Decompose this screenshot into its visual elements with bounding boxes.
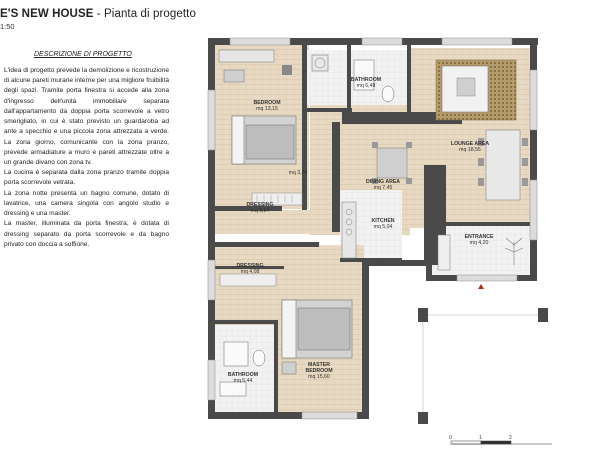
description-paragraph: L'idea di progetto prevede la demolizione e ricostruzione di alcune pareti murarie interne per una migliore fruibilità degli spazi. Tramite porta finestra si accede alla zona d'ingresso dell'unità immobiliare separata dall'appartamento da doppia porta scorrevole a vetro smerigliato, in cui è stato previsto un guardaroba ad ante a specchio e una piccola zona attrezzata a verde. La zona giorno, comunicante con la zona pranzo, prevede armadiature a muro e pareti attrezzate oltre a un grande divano con zona tv. — [4, 67, 169, 166]
scale-tick-2: 2 — [509, 435, 512, 441]
description-paragraph: La zona notte presenta un bagno comune, dotato di lavatrice, una camera singola con angolo studio e dressing e una master. — [4, 189, 169, 218]
description-text — [4, 66, 169, 250]
title-subtitle: - Pianta di progetto — [93, 8, 196, 20]
room-label-dressing-top: DRESSING — [246, 202, 274, 208]
room-area-master: mq 15,60 — [308, 374, 330, 380]
room-area-dining: mq 7,45 — [373, 185, 393, 191]
room-label-dressing-bottom: DRESSING — [236, 263, 264, 269]
lamp-box — [282, 65, 292, 75]
floor-plan — [202, 30, 562, 460]
room-label-bathroom-top: BATHROOM — [350, 77, 382, 83]
room-label-entrance: ENTRANCE — [464, 234, 494, 240]
toilet-bottom — [253, 350, 265, 366]
washing-machine — [312, 55, 328, 71]
coffee-table — [457, 78, 475, 96]
drawing-scale: 1:50 — [0, 22, 15, 31]
room-area-dressing-bottom: mq 4,08 — [240, 269, 260, 275]
bed-top — [232, 116, 296, 164]
wardrobe-bottom — [220, 274, 276, 286]
bed-master — [282, 300, 352, 358]
room-label-lounge: LOUNGE AREA — [450, 141, 490, 147]
toilet-top — [382, 86, 394, 102]
room-area-entrance: mq 4,20 — [469, 240, 489, 246]
room-area-dressing-top: mq 3,84 — [250, 208, 270, 214]
room-label-master-2: BEDROOM — [305, 368, 333, 374]
kitchen-counter — [342, 202, 356, 258]
bathroom-bottom-floor — [214, 325, 274, 413]
scale-tick-1: 1 — [479, 435, 482, 441]
dining-table-right — [486, 130, 520, 200]
room-area-bathroom-top: mq 6,48 — [356, 83, 376, 89]
room-label-kitchen: KITCHEN — [371, 218, 395, 224]
room-area-bedroom: mq 13,15 — [256, 106, 278, 112]
room-area-bathroom-bottom: mq 5,44 — [233, 378, 253, 384]
room-area-corridor: mq 3,24 — [288, 170, 308, 176]
title-project: E'S NEW HOUSE — [0, 8, 94, 20]
mirror-wardrobe — [438, 235, 450, 270]
scale-tick-0: 0 — [449, 435, 452, 441]
desk — [219, 50, 274, 62]
terrace-columns — [418, 308, 548, 424]
floor-plan-drawing — [202, 30, 562, 460]
nightstand — [282, 362, 296, 374]
room-label-dining: DINING AREA — [365, 179, 401, 185]
description-paragraph: La master, illuminata da porta finestra, è dotata di dressing separato da porta scorrevole e da bagno privato con doccia a soffione. — [4, 220, 169, 248]
room-area-kitchen: mq 5,04 — [373, 224, 393, 230]
sink — [220, 382, 246, 396]
desk-chair — [224, 70, 244, 82]
page-title — [0, 8, 196, 20]
shower-bottom — [224, 342, 248, 366]
room-label-bedroom: BEDROOM — [253, 100, 281, 106]
dining-table — [377, 148, 407, 178]
scale-bar — [449, 435, 552, 444]
room-label-bathroom-bottom: BATHROOM — [227, 372, 259, 378]
terrace-rails — [423, 315, 538, 412]
room-area-lounge: mq 18,55 — [459, 147, 481, 153]
north-arrow-icon — [478, 284, 484, 289]
description-paragraph: La cucina è separata dalla zona pranzo tramite doppia porta scorrevole vetrata. — [4, 169, 169, 187]
room-label-master: MASTER — [308, 362, 330, 368]
description-heading: DESCRIZIONE DI PROGETTO — [34, 51, 132, 58]
